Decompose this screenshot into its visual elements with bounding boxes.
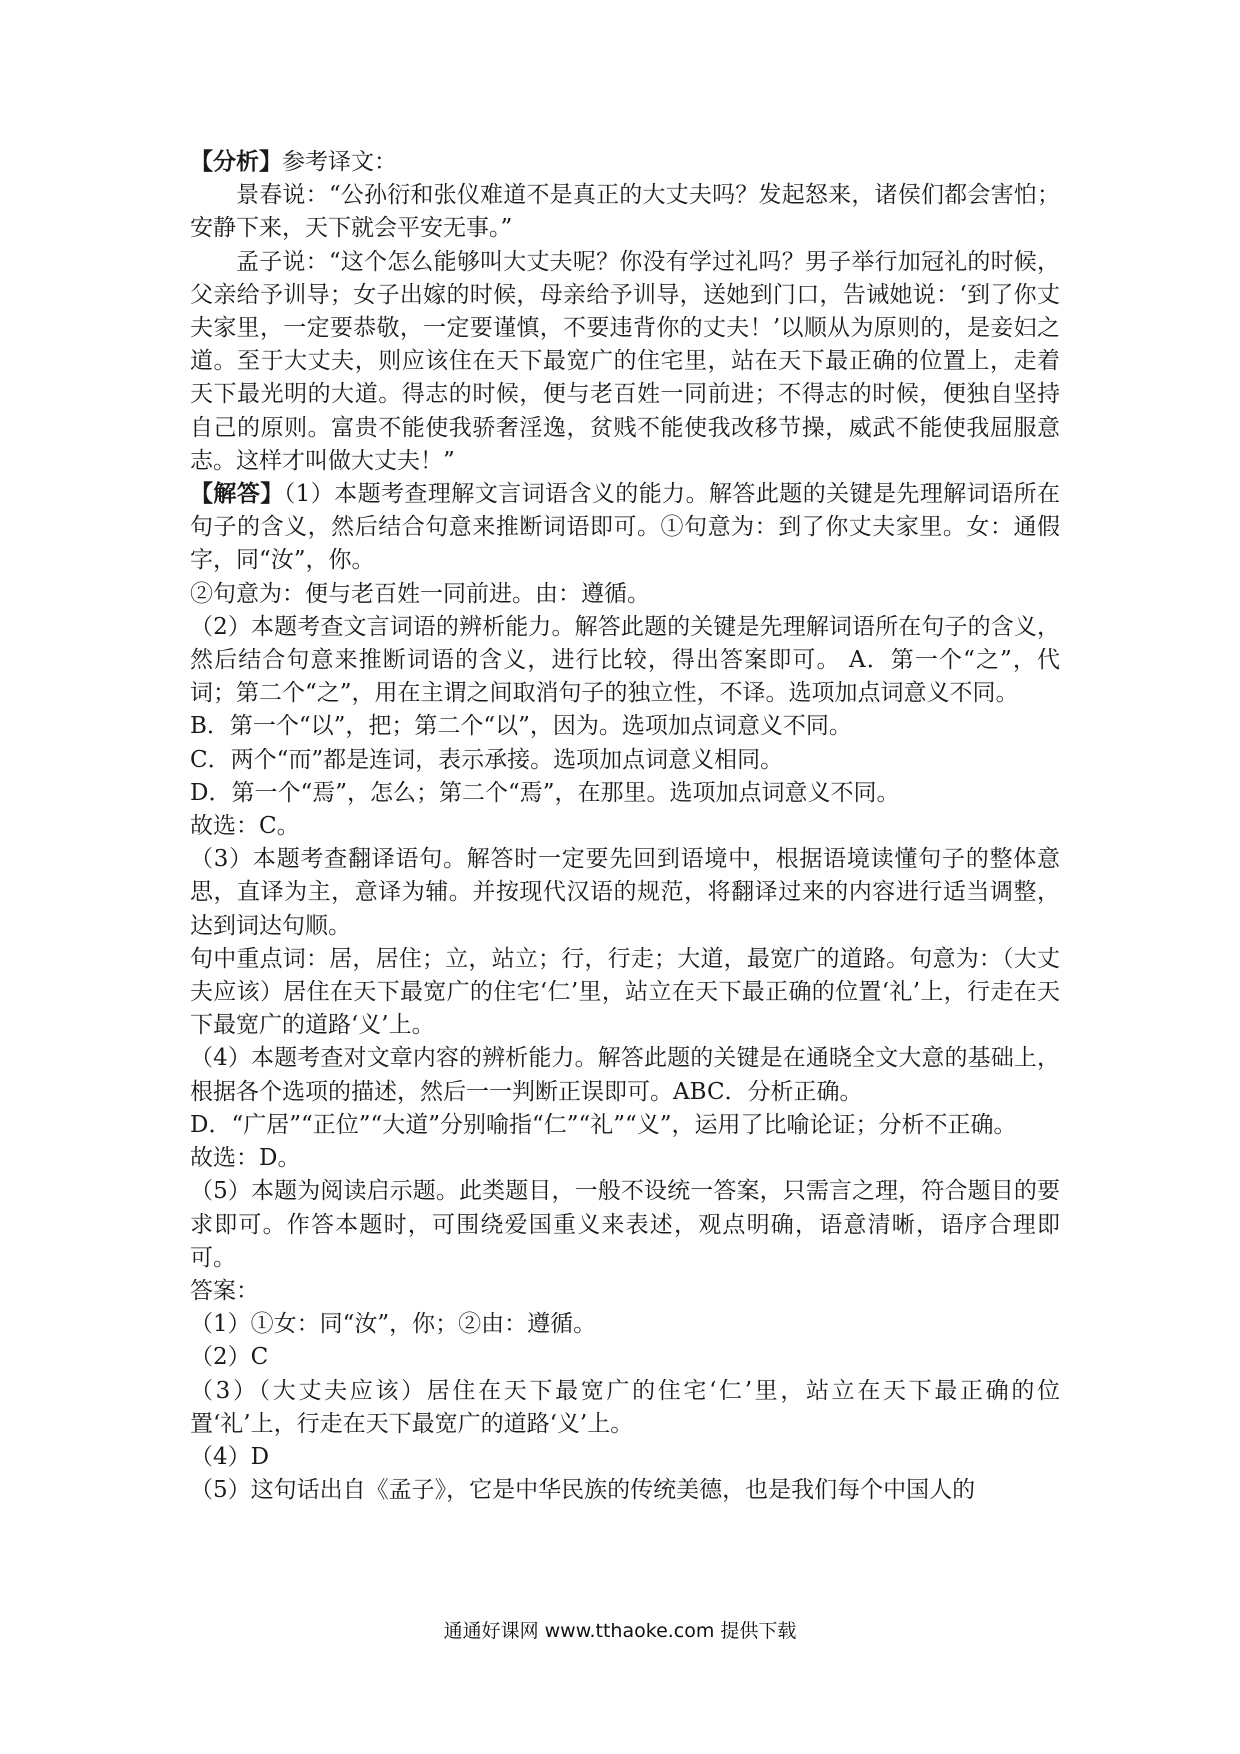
solution-line-12: 故选：D。 (190, 1145, 301, 1172)
solution-line-3: （2）本题考查文言词语的辨析能力。解答此题的关键是先理解词语所在句子的含义，然后结合句意来推断词语的含义，进行比较，得出答案即可。 A．第一个“之”，代词；第二个“之”，用在主谓之间取消句子的独立性，不译。选项加点词意义不同。 (190, 613, 1060, 707)
page-footer: 通通好课网 www.tthaoke.com 提供下载 (443, 1620, 797, 1642)
analysis-tag: 【分析】 (190, 149, 282, 175)
answer-4: （4）D (190, 1443, 270, 1470)
solution-line-9: 句中重点词：居，居住；立，站立；行，行走；大道，最宽广的道路。句意为：（大丈夫应该）居住在天下最宽广的住宅‘仁’里，站立在天下最正确的位置‘礼’上，行走在天下最宽广的道路‘义’上。 (190, 945, 1060, 1039)
solution-line-5: C．两个“而”都是连词，表示承接。选项加点词意义相同。 (190, 746, 784, 773)
solution-line-13: （5）本题为阅读启示题。此类题目，一般不设统一答案，只需言之理，符合题目的要求即可。作答本题时，可围绕爱国重义来表述，观点明确，语意清晰，语序合理即可。 (190, 1178, 1060, 1271)
solution-line-8: （3）本题考查翻译语句。解答时一定要先回到语境中，根据语境读懂句子的整体意思，直译为主，意译为辅。并按现代汉语的规范，将翻译过来的内容进行适当调整，达到词达句顺。 (190, 846, 1060, 939)
document-body (190, 146, 1060, 1507)
solution-tag: 【解答】 (190, 481, 284, 508)
answer-3: （3）（大丈夫应该）居住在天下最宽广的住宅‘仁’里，站立在天下最正确的位置‘礼’上，行走在天下最宽广的道路‘义’上。 (190, 1377, 1060, 1437)
solution-line-11: D．“广居”“正位”“大道”分别喻指“仁”“礼”“义”，运用了比喻论证；分析不正确。 (190, 1111, 1017, 1138)
solution-line-1 (190, 478, 1060, 578)
analysis-intro: 参考译文： (282, 149, 397, 175)
answer-5: （5）这句话出自《孟子》，它是中华民族的传统美德，也是我们每个中国人的 (190, 1477, 976, 1504)
solution-line-6: D．第一个“焉”，怎么；第二个“焉”，在那里。选项加点词意义不同。 (190, 779, 900, 806)
solution-line-2: ②句意为：便与老百姓一同前进。由：遵循。 (190, 580, 650, 607)
answer-heading: 答案： (190, 1277, 259, 1304)
analysis-heading (190, 146, 1060, 179)
solution-line-7: 故选：C。 (190, 813, 300, 840)
solution-line-4: B．第一个“以”，把；第二个“以”，因为。选项加点词意义不同。 (190, 713, 852, 740)
translation-paragraph-1: 景春说：“公孙衍和张仪难道不是真正的大丈夫吗？发起怒来，诸侯们都会害怕；安静下来，天下就会平安无事。” (190, 182, 1060, 242)
solution-line-10: （4）本题考查对文章内容的辨析能力。解答此题的关键是在通晓全文大意的基础上，根据各个选项的描述，然后一一判断正误即可。ABC．分析正确。 (190, 1045, 1060, 1105)
solution-text-1: （1）本题考查理解文言词语含义的能力。解答此题的关键是先理解词语所在句子的含义，然后结合句意来推断词语即可。①句意为：到了你丈夫家里。女：通假字，同“汝”，你。 (190, 481, 1060, 574)
answer-2: （2）C (190, 1344, 269, 1371)
translation-paragraph-2: 孟子说：“这个怎么能够叫大丈夫呢？你没有学过礼吗？男子举行加冠礼的时候，父亲给予训导；女子出嫁的时候，母亲给予训导，送她到门口，告诫她说：‘到了你丈夫家里，一定要恭敬，一定要谨慎，不要违背你的丈夫！’以顺从为原则的，是妾妇之道。至于大丈夫，则应该住在天下最宽广的住宅里，站在天下最正确的位置上，走着天下最光明的大道。得志的时候，便与老百姓一同前进；不得志的时候，便独自坚持自己的原则。富贵不能使我骄奢淫逸，贫贱不能使我改移节操，威武不能使我屈服意志。这样才叫做大丈夫！” (190, 248, 1060, 474)
answer-1: （1）①女：同“汝”，你；②由：遵循。 (190, 1311, 597, 1338)
